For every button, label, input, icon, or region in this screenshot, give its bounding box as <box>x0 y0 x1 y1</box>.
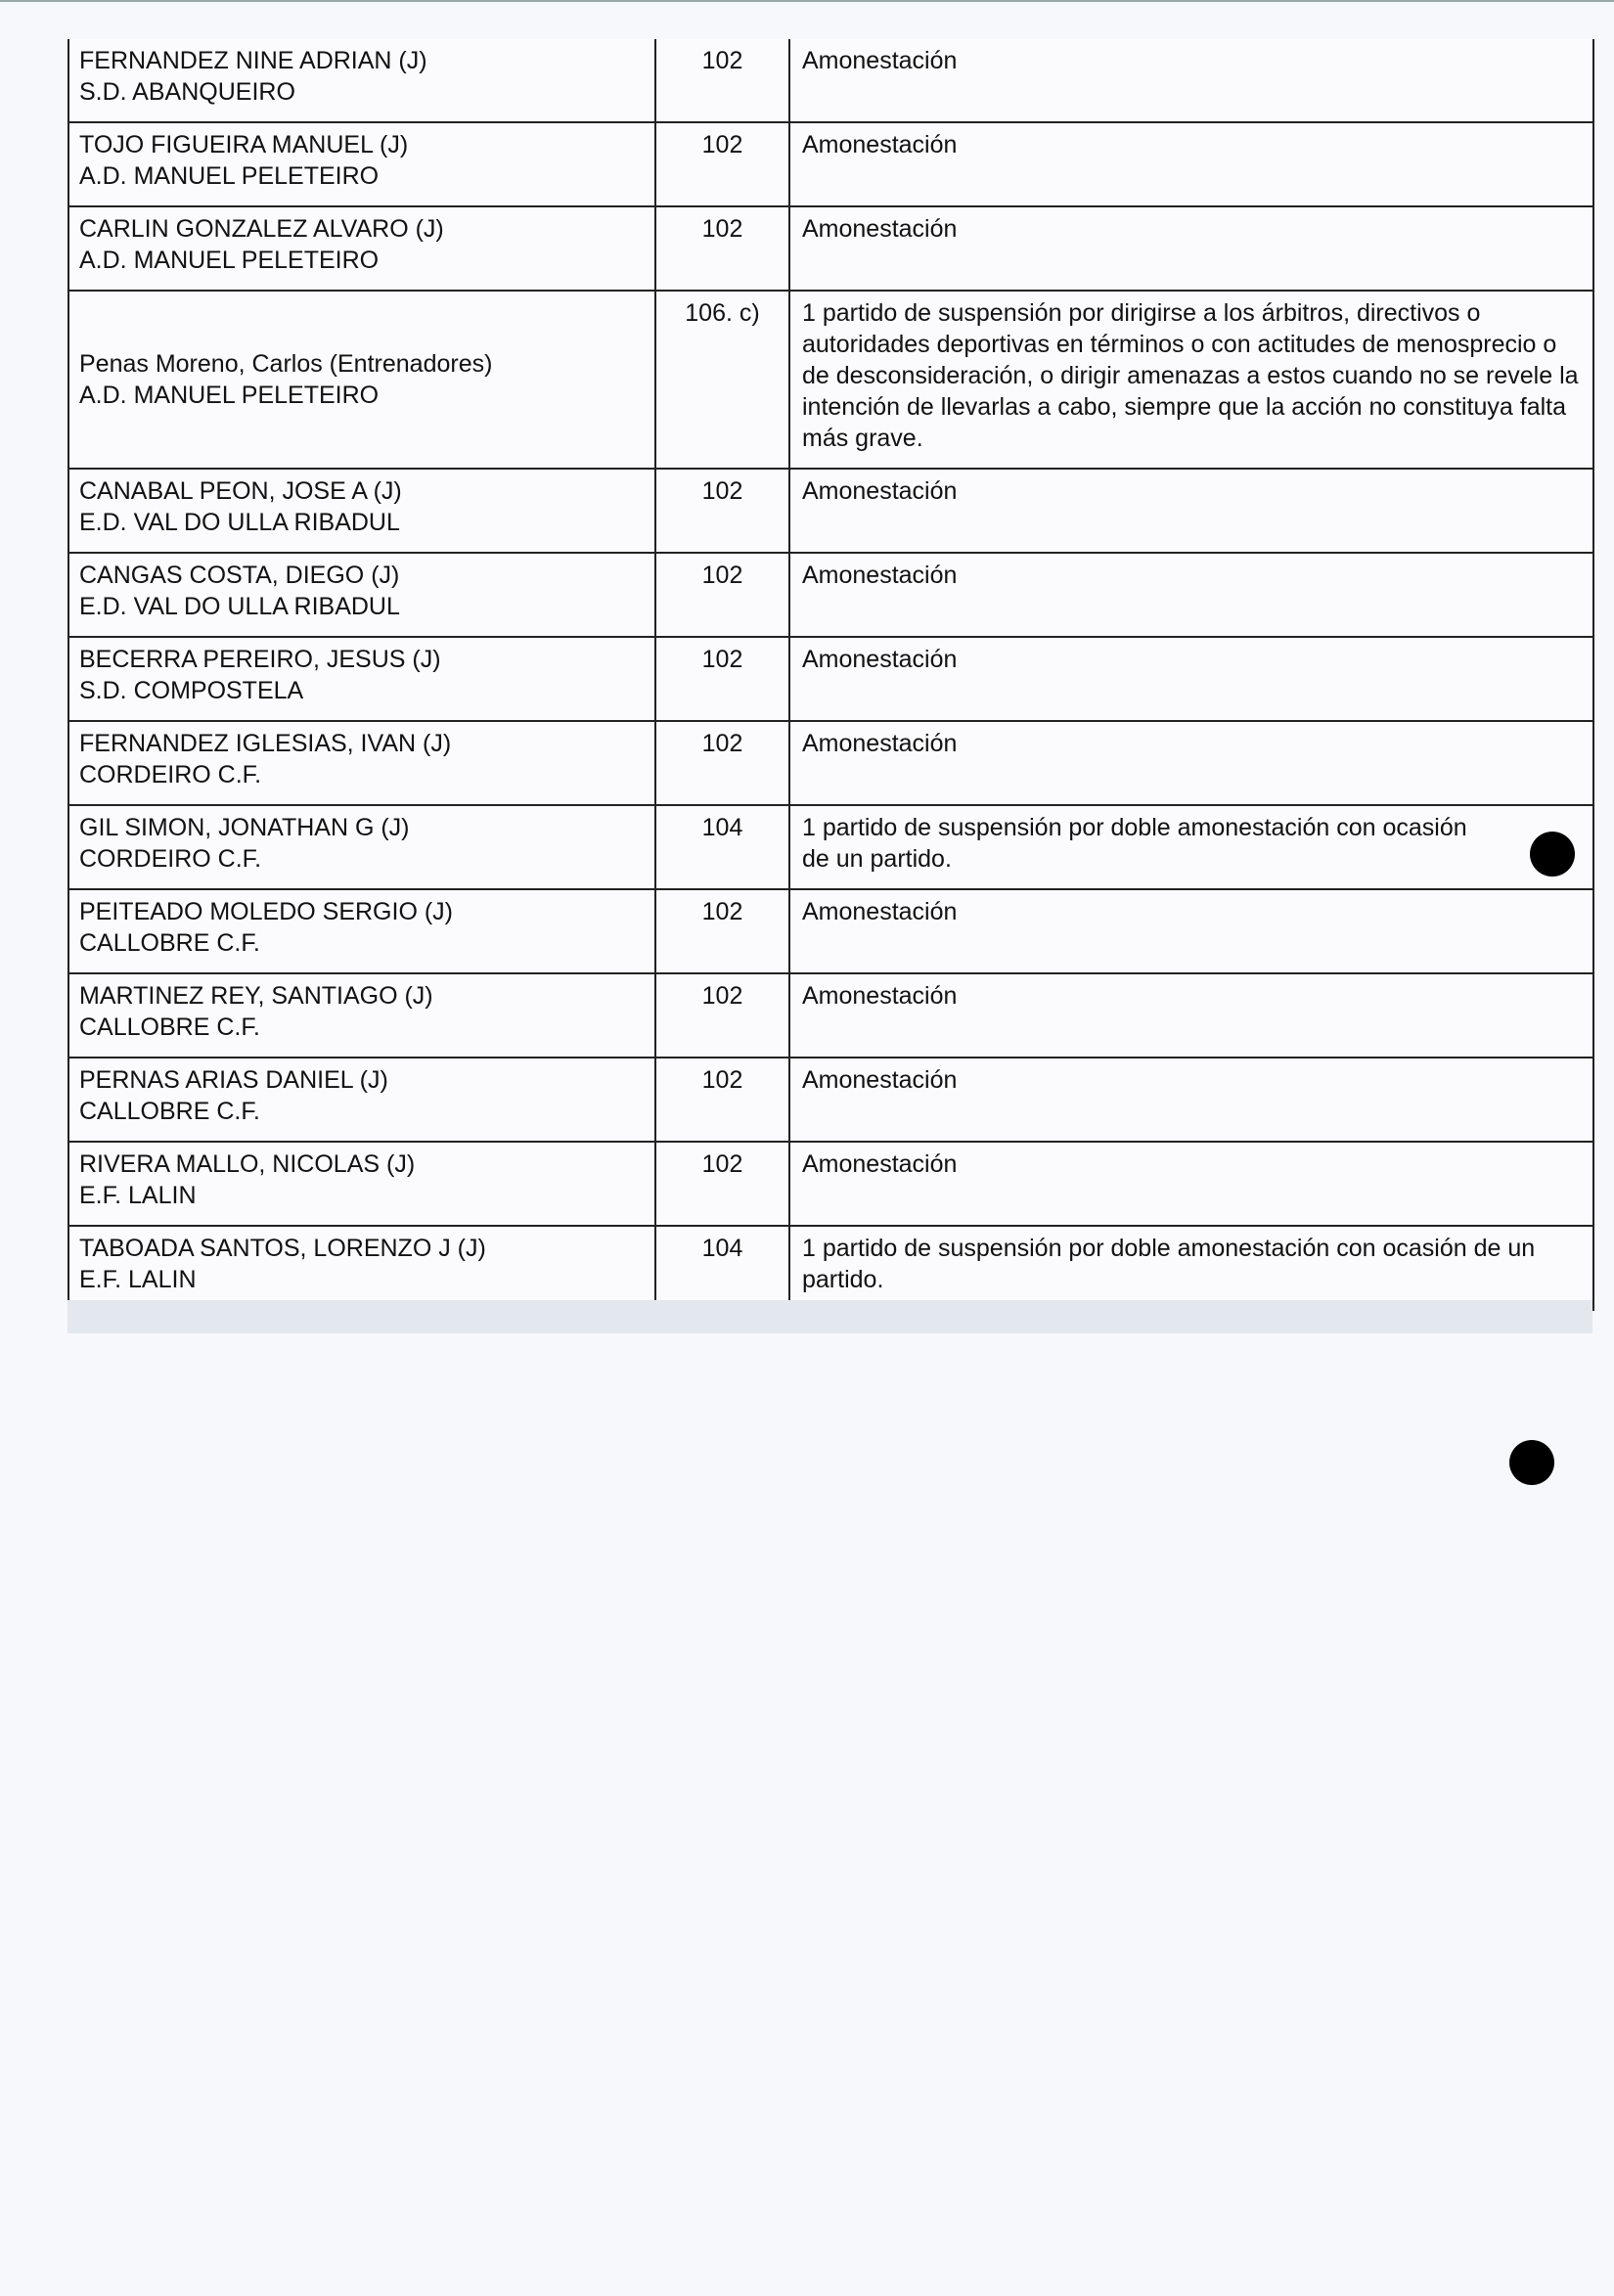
table-row <box>69 123 1592 207</box>
punch-hole-mark <box>1509 1440 1554 1485</box>
person-cell <box>69 974 656 1057</box>
person-name: Penas Moreno, Carlos (Entrenadores) <box>79 350 493 378</box>
sanction-cell: 1 partido de suspensión por dirigirse a los árbitros, directivos o autoridades deportivas en términos o con actitudes de menosprecio o de desconsideración, o dirigir amenazas a estos cuando no se revele la intención de llevarlas a cabo, siempre que la acción no constituya falta más grave. <box>802 299 1579 452</box>
table-row <box>69 638 1592 722</box>
article-cell: 102 <box>656 1058 790 1141</box>
table-footer-band <box>67 1300 1592 1333</box>
club-name: E.F. LALIN <box>79 1266 197 1293</box>
table-row <box>69 890 1592 974</box>
table-row <box>69 806 1592 890</box>
person-name: CARLIN GONZALEZ ALVARO (J) <box>79 215 444 243</box>
person-cell <box>69 806 656 888</box>
person-name: TOJO FIGUEIRA MANUEL (J) <box>79 131 409 158</box>
person-cell <box>69 1143 656 1225</box>
sanction-cell: Amonestación <box>802 131 958 158</box>
club-name: A.D. MANUEL PELETEIRO <box>79 382 380 409</box>
club-name: CALLOBRE C.F. <box>79 1013 260 1041</box>
person-name: FERNANDEZ NINE ADRIAN (J) <box>79 47 427 74</box>
table-row <box>69 292 1592 470</box>
club-name: CALLOBRE C.F. <box>79 1098 260 1125</box>
person-name: TABOADA SANTOS, LORENZO J (J) <box>79 1235 486 1262</box>
person-cell <box>69 1058 656 1141</box>
sanction-cell: Amonestación <box>802 215 958 243</box>
article-cell: 102 <box>656 638 790 720</box>
club-name: CORDEIRO C.F. <box>79 761 262 788</box>
club-name: E.D. VAL DO ULLA RIBADUL <box>79 509 400 536</box>
person-cell <box>69 470 656 552</box>
sanction-cell: Amonestación <box>802 982 958 1010</box>
person-name: PEITEADO MOLEDO SERGIO (J) <box>79 898 453 925</box>
article-cell: 104 <box>656 1227 790 1309</box>
article-cell: 102 <box>656 39 790 121</box>
article-cell: 104 <box>656 806 790 888</box>
club-name: A.D. MANUEL PELETEIRO <box>79 247 380 274</box>
punch-hole-mark <box>1530 832 1575 877</box>
person-cell <box>69 207 656 290</box>
club-name: S.D. ABANQUEIRO <box>79 78 295 106</box>
person-cell <box>69 123 656 205</box>
person-name: GIL SIMON, JONATHAN G (J) <box>79 814 410 841</box>
sanction-cell: 1 partido de suspensión por doble amonestación con ocasión de un partido. <box>802 1235 1536 1293</box>
person-name: CANGAS COSTA, DIEGO (J) <box>79 562 400 589</box>
person-cell <box>69 554 656 636</box>
person-name: RIVERA MALLO, NICOLAS (J) <box>79 1150 416 1178</box>
table-row <box>69 1058 1592 1143</box>
club-name: A.D. MANUEL PELETEIRO <box>79 162 380 190</box>
person-cell <box>69 890 656 972</box>
person-name: MARTINEZ REY, SANTIAGO (J) <box>79 982 433 1010</box>
person-cell <box>69 722 656 804</box>
sanction-cell: Amonestación <box>802 730 958 757</box>
sanction-cell: Amonestación <box>802 1150 958 1178</box>
article-cell: 102 <box>656 207 790 290</box>
table-row <box>69 207 1592 292</box>
person-cell <box>69 39 656 121</box>
sanctions-table <box>67 39 1594 1311</box>
person-name: BECERRA PEREIRO, JESUS (J) <box>79 646 441 673</box>
table-row <box>69 554 1592 638</box>
club-name: CORDEIRO C.F. <box>79 845 262 873</box>
article-cell: 106. c) <box>656 292 790 468</box>
scan-edge <box>0 0 1614 2</box>
sanction-cell: Amonestación <box>802 1066 958 1094</box>
article-cell: 102 <box>656 722 790 804</box>
article-cell: 102 <box>656 890 790 972</box>
article-cell: 102 <box>656 1143 790 1225</box>
person-name: FERNANDEZ IGLESIAS, IVAN (J) <box>79 730 452 757</box>
sanction-cell: Amonestación <box>802 47 958 74</box>
person-name: PERNAS ARIAS DANIEL (J) <box>79 1066 388 1094</box>
article-cell: 102 <box>656 123 790 205</box>
sanction-cell: Amonestación <box>802 562 958 589</box>
person-name: CANABAL PEON, JOSE A (J) <box>79 477 402 505</box>
club-name: E.D. VAL DO ULLA RIBADUL <box>79 593 400 620</box>
person-cell <box>69 1227 656 1309</box>
person-cell <box>69 292 656 468</box>
table-row <box>69 470 1592 554</box>
table-row <box>69 39 1592 123</box>
sanction-cell: 1 partido de suspensión por doble amonestación con ocasión de un partido. <box>802 814 1467 873</box>
table-row <box>69 974 1592 1058</box>
person-cell <box>69 638 656 720</box>
article-cell: 102 <box>656 974 790 1057</box>
club-name: S.D. COMPOSTELA <box>79 677 304 704</box>
article-cell: 102 <box>656 470 790 552</box>
table-row <box>69 1143 1592 1227</box>
table-row <box>69 722 1592 806</box>
sanction-cell: Amonestación <box>802 646 958 673</box>
sanction-cell: Amonestación <box>802 898 958 925</box>
club-name: E.F. LALIN <box>79 1182 197 1209</box>
table-row <box>69 1227 1592 1311</box>
sanction-cell: Amonestación <box>802 477 958 505</box>
article-cell: 102 <box>656 554 790 636</box>
club-name: CALLOBRE C.F. <box>79 929 260 957</box>
